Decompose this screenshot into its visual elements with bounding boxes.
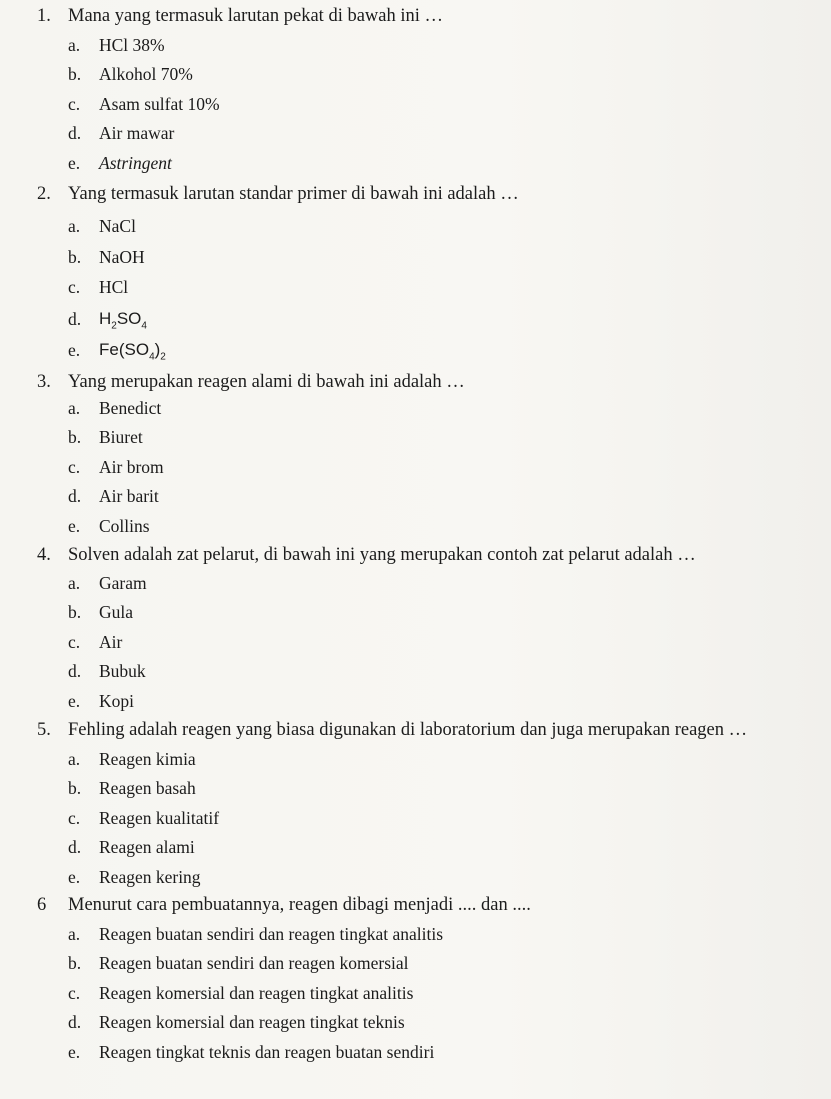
q1-option-c-text: Asam sulfat 10%	[99, 94, 220, 114]
q3-option-c-text: Air brom	[99, 457, 164, 477]
q2-option-d-letter: d.	[68, 309, 82, 329]
q6-option-d-letter: d.	[68, 1012, 82, 1032]
q5-option-e-letter: e.	[68, 867, 81, 887]
q6-option-d-text: Reagen komersial dan reagen tingkat teknis	[99, 1012, 405, 1032]
q6-option-a-text: Reagen buatan sendiri dan reagen tingkat analitis	[99, 924, 444, 944]
q5-option-a-letter: a.	[68, 749, 81, 769]
q6-option-b-letter: b.	[68, 953, 82, 973]
q2-option-e-formula: $Fe(SO_4)_2$	[99, 340, 166, 363]
q2-option-b-letter: b.	[68, 247, 82, 267]
q1-option-e-letter: e.	[68, 153, 81, 173]
q2-option-c-letter: c.	[68, 277, 81, 297]
q2-option-b-text: NaOH	[99, 247, 145, 267]
q5-option-d-letter: d.	[68, 837, 82, 857]
q3-option-a-letter: a.	[68, 398, 81, 418]
question-5-number: 5.	[37, 720, 51, 740]
q6-option-e-text: Reagen tingkat teknis dan reagen buatan sendiri	[99, 1042, 435, 1062]
question-5-text: Fehling adalah reagen yang biasa digunakan di laboratorium dan juga merupakan reagen …	[68, 720, 748, 740]
question-3-text: Yang merupakan reagen alami di bawah ini adalah …	[68, 372, 465, 392]
q4-option-b-letter: b.	[68, 602, 82, 622]
q5-option-a-text: Reagen kimia	[99, 749, 196, 769]
q1-option-d-text: Air mawar	[99, 123, 175, 143]
q5-option-c-letter: c.	[68, 808, 81, 828]
q5-option-b-text: Reagen basah	[99, 778, 196, 798]
question-6-text: Menurut cara pembuatannya, reagen dibagi menjadi .... dan ....	[68, 895, 531, 915]
question-2-number: 2.	[37, 184, 51, 204]
question-3-number: 3.	[37, 372, 51, 392]
q1-option-b-text: Alkohol 70%	[99, 64, 193, 84]
q3-option-d-letter: d.	[68, 486, 82, 506]
q1-option-a-text: HCl 38%	[99, 35, 165, 55]
q2-option-a-text: NaCl	[99, 216, 136, 236]
question-2-text: Yang termasuk larutan standar primer di bawah ini adalah …	[68, 184, 519, 204]
q5-option-b-letter: b.	[68, 778, 82, 798]
q5-option-c-text: Reagen kualitatif	[99, 808, 220, 828]
q3-option-e-text: Collins	[99, 516, 150, 536]
q1-option-d-letter: d.	[68, 123, 82, 143]
q6-option-c-text: Reagen komersial dan reagen tingkat analitis	[99, 983, 414, 1003]
q4-option-e-letter: e.	[68, 691, 81, 711]
q3-option-c-letter: c.	[68, 457, 81, 477]
q5-option-e-text: Reagen kering	[99, 867, 201, 887]
q6-option-c-letter: c.	[68, 983, 81, 1003]
q4-option-d-letter: d.	[68, 661, 82, 681]
q4-option-a-letter: a.	[68, 573, 81, 593]
question-6-number: 6	[37, 895, 47, 915]
q3-option-a-text: Benedict	[99, 398, 162, 418]
q4-option-e-text: Kopi	[99, 691, 134, 711]
q2-option-c-text: HCl	[99, 277, 129, 297]
q3-option-b-text: Biuret	[99, 427, 143, 447]
question-4-text: Solven adalah zat pelarut, di bawah ini yang merupakan contoh zat pelarut adalah …	[68, 545, 696, 565]
q1-option-e-text: Astringent	[99, 153, 172, 173]
question-4-number: 4.	[37, 545, 51, 565]
q1-option-b-letter: b.	[68, 64, 82, 84]
q4-option-d-text: Bubuk	[99, 661, 146, 681]
q3-option-e-letter: e.	[68, 516, 81, 536]
question-1-number: 1.	[37, 6, 51, 26]
q2-option-a-letter: a.	[68, 216, 81, 236]
q4-option-c-letter: c.	[68, 632, 81, 652]
q6-option-b-text: Reagen buatan sendiri dan reagen komersial	[99, 953, 409, 973]
q3-option-d-text: Air barit	[99, 486, 159, 506]
question-1-text: Mana yang termasuk larutan pekat di bawah ini …	[68, 6, 444, 26]
q4-option-b-text: Gula	[99, 602, 134, 622]
q1-option-a-letter: a.	[68, 35, 81, 55]
q4-option-c-text: Air	[99, 632, 123, 652]
q6-option-e-letter: e.	[68, 1042, 81, 1062]
q4-option-a-text: Garam	[99, 573, 147, 593]
q1-option-c-letter: c.	[68, 94, 81, 114]
q2-option-e-letter: e.	[68, 340, 81, 360]
q3-option-b-letter: b.	[68, 427, 82, 447]
q2-option-d-formula: $H_2SO_4$	[99, 309, 147, 332]
q5-option-d-text: Reagen alami	[99, 837, 195, 857]
q6-option-a-letter: a.	[68, 924, 81, 944]
